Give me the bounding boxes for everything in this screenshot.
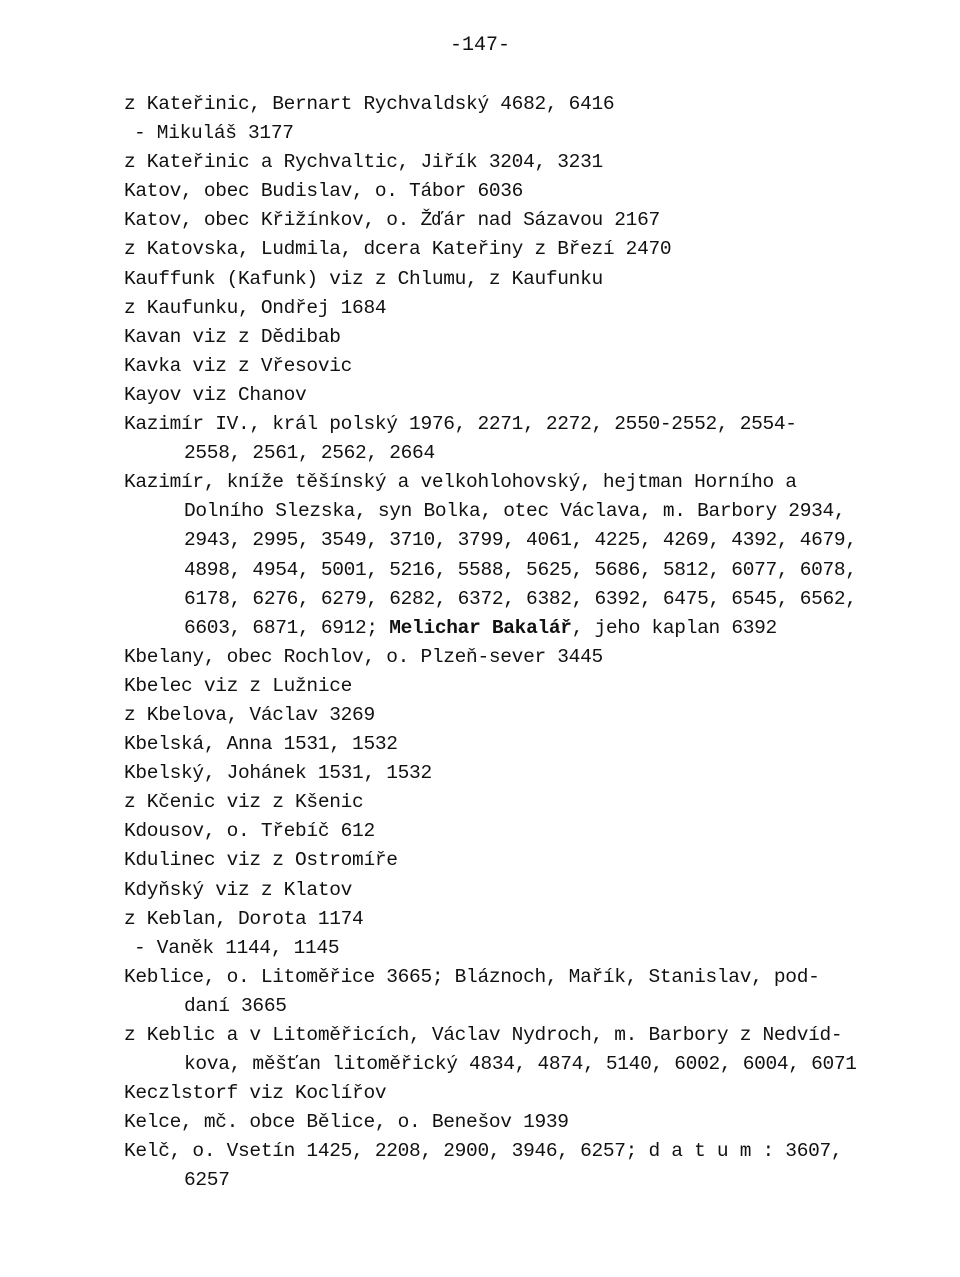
page-number: -147- — [449, 34, 510, 57]
index-line: - Vaněk 1144, 1145 — [134, 936, 340, 959]
index-line: z Kčenic viz z Kšenic — [124, 791, 364, 814]
index-line: Kelce, mč. obce Bělice, o. Benešov 1939 — [124, 1111, 569, 1134]
index-line: z Kbelova, Václav 3269 — [124, 703, 375, 726]
index-line-text: 6603, 6871, 6912; — [184, 616, 390, 639]
index-line: Kayov viz Chanov — [124, 383, 307, 406]
index-line: Kelč, o. Vsetín 1425, 2208, 2900, 3946, 6257; d a t u m : 3607, — [124, 1140, 843, 1163]
index-line: Katov, obec Budislav, o. Tábor 6036 — [124, 180, 524, 203]
index-line: Kbelský, Johánek 1531, 1532 — [124, 762, 432, 785]
index-line: 6178, 6276, 6279, 6282, 6372, 6382, 6392, 6475, 6545, 6562, — [184, 587, 857, 610]
index-line — [124, 614, 914, 643]
index-line: Kazimír IV., král polský 1976, 2271, 2272, 2550-2552, 2554- — [124, 413, 797, 436]
index-line: Kazimír, kníže těšínský a velkohlohovský, hejtman Horního a — [124, 471, 797, 494]
index-line: - Mikuláš 3177 — [134, 122, 294, 145]
index-line: z Keblan, Dorota 1174 — [124, 907, 364, 930]
index-line: Katov, obec Křižínkov, o. Žďár nad Sázavou 2167 — [124, 209, 660, 232]
index-line: Kavka viz z Vřesovic — [124, 354, 353, 377]
index-line: Kauffunk (Kafunk) viz z Chlumu, z Kaufunku — [124, 267, 603, 290]
index-line: Dolního Slezska, syn Bolka, otec Václava, m. Barbory 2934, — [184, 500, 846, 523]
index-line: 4898, 4954, 5001, 5216, 5588, 5625, 5686, 5812, 6077, 6078, — [184, 558, 857, 581]
index-line: Kbelany, obec Rochlov, o. Plzeň-sever 3445 — [124, 645, 603, 668]
index-entries — [124, 90, 914, 1196]
index-line: Kdulinec viz z Ostromíře — [124, 849, 398, 872]
index-line: Kbelec viz z Lužnice — [124, 674, 353, 697]
index-line: Keblice, o. Litoměřice 3665; Bláznoch, Mařík, Stanislav, pod- — [124, 965, 820, 988]
index-line: 2558, 2561, 2562, 2664 — [184, 442, 435, 465]
index-line: Kbelská, Anna 1531, 1532 — [124, 733, 398, 756]
index-line-text: , jeho kaplan 6392 — [571, 616, 777, 639]
index-line: Kavan viz z Dědibab — [124, 325, 341, 348]
index-line: 2943, 2995, 3549, 3710, 3799, 4061, 4225, 4269, 4392, 4679, — [184, 529, 857, 552]
index-line: kova, měšťan litoměřický 4834, 4874, 5140, 6002, 6004, 6071 — [184, 1053, 857, 1076]
index-line: Kdousov, o. Třebíč 612 — [124, 820, 375, 843]
index-line: daní 3665 — [184, 994, 287, 1017]
index-line: z Kaufunku, Ondřej 1684 — [124, 296, 387, 319]
index-line: z Katovska, Ludmila, dcera Kateřiny z Březí 2470 — [124, 238, 672, 261]
index-line: Keczlstorf viz Koclířov — [124, 1082, 387, 1105]
index-line: 6257 — [184, 1169, 230, 1192]
index-line: z Kateřinic a Rychvaltic, Jiřík 3204, 3231 — [124, 151, 603, 174]
index-line: Kdyňský viz z Klatov — [124, 878, 353, 901]
index-line: z Keblic a v Litoměřicích, Václav Nydroch, m. Barbory z Nedvíd- — [124, 1024, 843, 1046]
index-line-bold-name: Melichar Bakalář — [389, 616, 572, 639]
index-line: z Kateřinic, Bernart Rychvaldský 4682, 6416 — [124, 93, 615, 115]
